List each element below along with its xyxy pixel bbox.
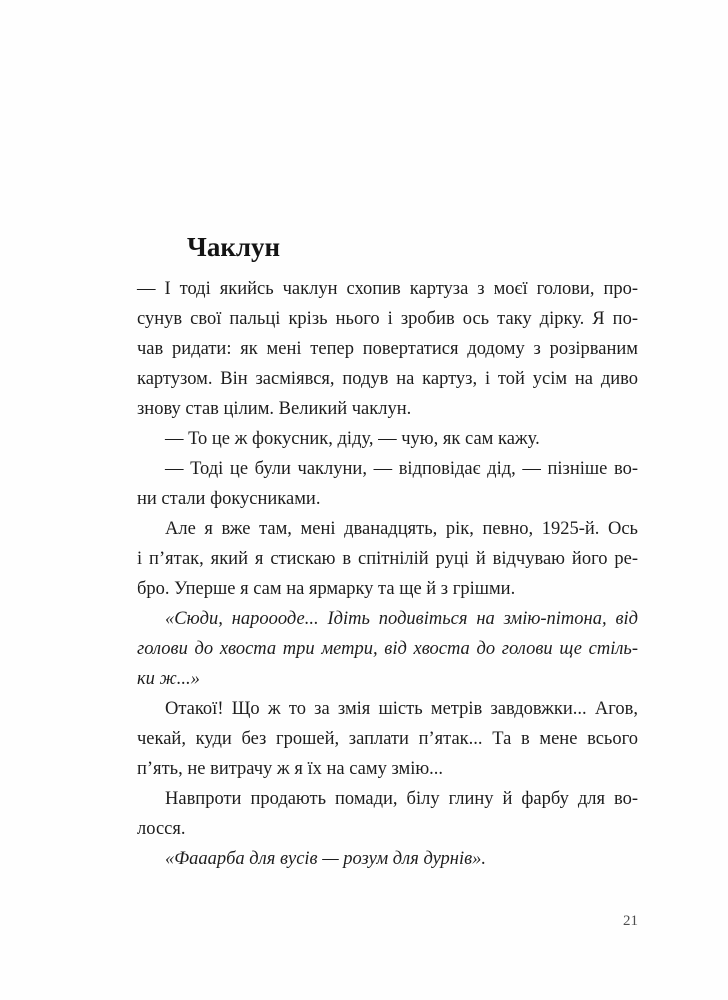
paragraph	[137, 274, 638, 424]
text-line: ки ж...»	[137, 669, 200, 689]
text-line: ни стали фокусниками.	[137, 489, 321, 509]
paragraphs	[137, 274, 638, 874]
text-line: картузом. Він засміявся, подув на картуз, і той усім на диво	[137, 369, 638, 389]
text-line: лосся.	[137, 819, 186, 839]
text-line: Навпроти продають помади, білу глину й фарбу для во-	[165, 789, 638, 809]
page-number: 21	[623, 913, 638, 929]
paragraph	[137, 784, 638, 844]
text-line: сунув свої пальці крізь нього і зробив ось таку дірку. Я по-	[137, 309, 638, 329]
text-line: чекай, куди без грошей, заплати п’ятак... Та в мене всього	[137, 729, 638, 749]
chapter-title: Чаклун	[187, 232, 281, 262]
text-line: чав ридати: як мені тепер повертатися додому з розірваним	[137, 339, 638, 359]
paragraph	[137, 424, 638, 454]
text-line: бро. Уперше я сам на ярмарку та ще й з грішми.	[137, 579, 516, 599]
paragraph-italic	[137, 604, 638, 694]
text-line: Але я вже там, мені дванадцять, рік, певно, 1925-й. Ось	[165, 519, 638, 539]
text-line: голови до хвоста три метри, від хвоста до голови ще стіль-	[137, 639, 638, 659]
paragraph-italic	[137, 844, 638, 874]
text-line: — То це ж фокусник, діду, — чую, як сам кажу.	[165, 429, 540, 449]
text-line: «Сюди, нароооде... Ідіть подивіться на змію-пітона, від	[165, 609, 638, 629]
text-line: Отакої! Що ж то за змія шість метрів завдовжки... Агов,	[165, 699, 638, 719]
text-line: — Тоді це були чаклуни, — відповідає дід, — пізніше во-	[165, 459, 638, 479]
text-block	[137, 231, 638, 874]
text-line: «Фааарба для вусів — розум для дурнів».	[165, 849, 487, 869]
paragraph	[137, 694, 638, 784]
text-line: — І тоді якийсь чаклун схопив картуза з моєї голови, про-	[137, 279, 638, 299]
paragraph	[137, 454, 638, 514]
text-line: знову став цілим. Великий чаклун.	[137, 399, 412, 419]
text-line: і п’ятак, який я стискаю в спітнілій руці й відчуваю його ре-	[137, 549, 638, 569]
text-line: п’ять, не витрачу ж я їх на саму змію...	[137, 759, 444, 779]
paragraph	[137, 514, 638, 604]
